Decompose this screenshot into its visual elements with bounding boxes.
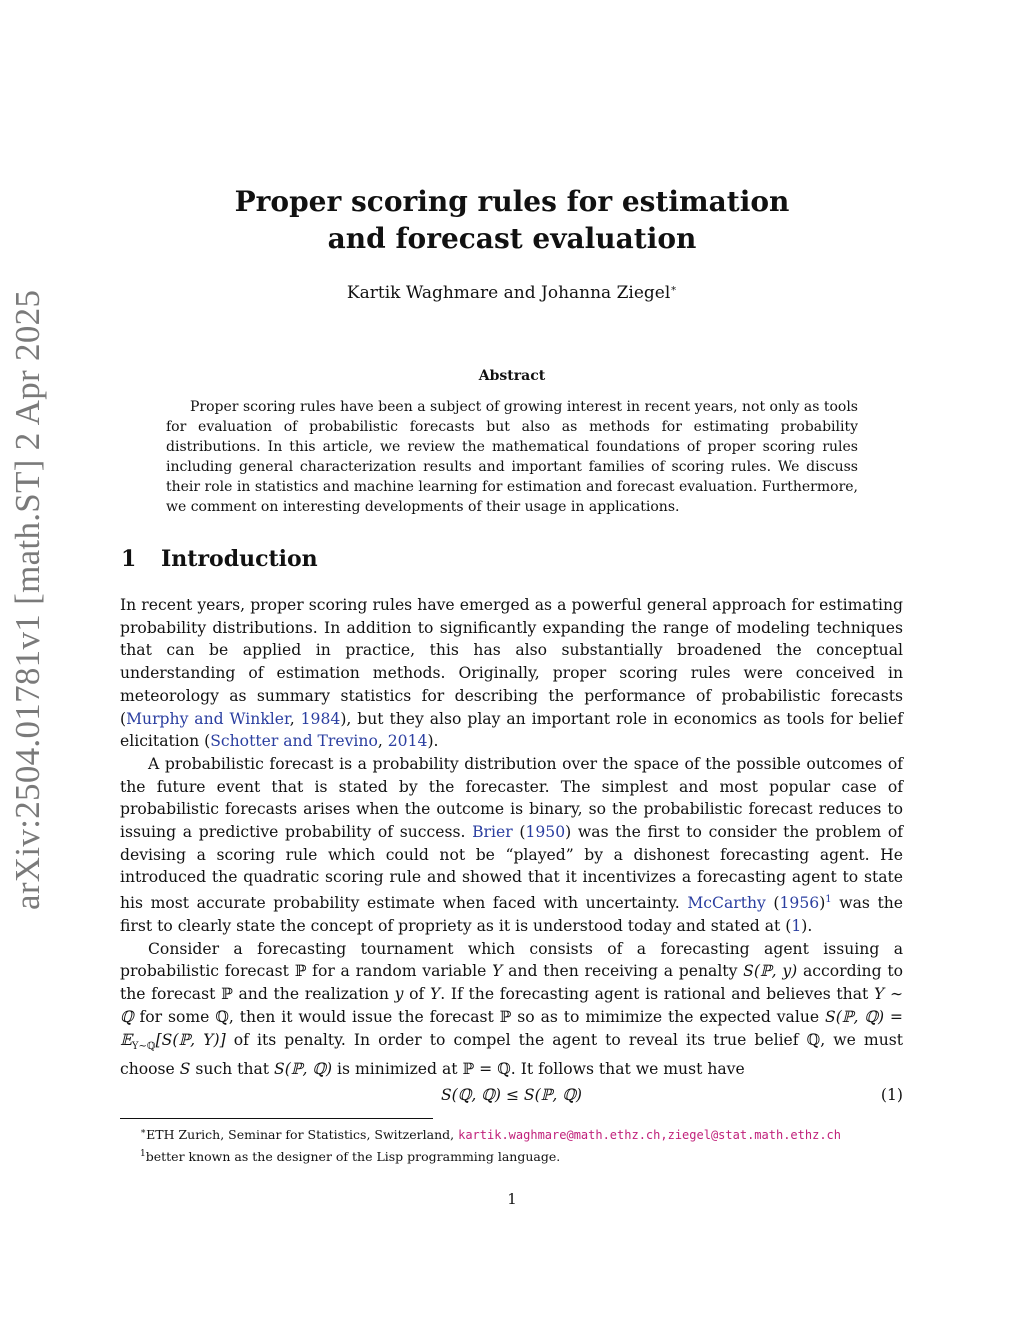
section-heading (121, 546, 318, 572)
p3-math: ℙ (221, 985, 233, 1004)
footnote-rule (120, 1118, 433, 1119)
p3-math: Y (429, 985, 441, 1004)
p1-text-b: ), but they also play an important role in economics as tools for belief elicitation ( (120, 709, 903, 751)
p3-text: according to the forecast (120, 962, 903, 1004)
equation-label: (1) (880, 1086, 903, 1104)
p3-text: of its penalty. In order to compel the agent to reveal its true belief (225, 1030, 807, 1049)
p1-text-a: In recent years, proper scoring rules have emerged as a powerful general approach for estimating probability distributions. In addition to significantly expanding the range of modeling techniques that can be applied in practice, this has also substantially broadened the conceptual understanding of estimation methods. Originally, proper scoring rules were conceived in meteorology as summary statistics for describing the performance of probabilistic forecasts ( (120, 596, 903, 728)
p2-close1: ) (565, 823, 572, 842)
citation-brier[interactable]: Brier (472, 823, 513, 842)
p3-text: and then receiving a penalty (502, 962, 744, 981)
page-number: 1 (507, 1190, 517, 1208)
p1-sep2: , (377, 732, 388, 751)
citation-mccarthy[interactable]: McCarthy (687, 894, 766, 913)
citation-schotter-trevino[interactable]: Schotter and Trevino (210, 732, 378, 751)
p3-text: for some (133, 1007, 216, 1026)
authors (0, 283, 1024, 303)
title-line-1: Proper scoring rules for estimation (234, 185, 790, 218)
p2-text-c: was the first to clearly state the concept of propriety as it is understood today and stated at ( (120, 894, 903, 936)
p2-open2: ( (765, 894, 780, 913)
paragraph-1 (120, 594, 903, 753)
p3-math: y (394, 985, 404, 1004)
author-footnote-mark: ∗ (670, 283, 678, 295)
arxiv-side-stamp: arXiv:2504.01781v1 [math.ST] 2 Apr 2025 (8, 289, 47, 910)
footnote-text: better known as the designer of the Lisp programming language. (145, 1149, 561, 1165)
citation-year-1950[interactable]: 1950 (525, 823, 566, 842)
p3-text: and the realization (232, 985, 395, 1004)
p3-math: S(ℙ, ℚ) = 𝔼 (120, 1007, 903, 1049)
author-names: Kartik Waghmare and Johanna Ziegel (346, 283, 671, 303)
footnote-text: ETH Zurich, Seminar for Statistics, Switzerland, (146, 1127, 459, 1143)
footnote-mark: ∗ (140, 1127, 147, 1137)
citation-year-2014[interactable]: 2014 (387, 732, 428, 751)
p3-math: Y ∼ ℚ (120, 985, 904, 1026)
equation-expression: S(ℚ, ℚ) ≤ S(ℙ, ℚ) (441, 1086, 582, 1104)
paragraph-2 (120, 753, 903, 938)
p3-text: . If the forecasting agent is rational and believes that (440, 985, 874, 1004)
p2-text-d: ). (801, 917, 813, 936)
citation-murphy-winkler[interactable] (126, 710, 290, 728)
p3-text: Consider a forecasting tournament which consists of a forecasting agent issuing a probabilistic forecast (120, 939, 903, 981)
p3-math-sub: Y∼ℚ (131, 1040, 156, 1052)
p1-sep1: , (289, 709, 301, 728)
title-line-2: and forecast evaluation (327, 222, 697, 255)
p3-text: for a random variable (306, 962, 493, 981)
p2-close2: ) (819, 894, 826, 913)
p3-text: , then it would issue the forecast (228, 1007, 500, 1026)
p3-math: ℙ (294, 962, 307, 981)
p1-text-c: ). (427, 732, 439, 751)
p3-text: such that (190, 1060, 275, 1079)
paper-title (0, 183, 1024, 257)
paragraph-3 (120, 938, 903, 1081)
p3-math: S(ℙ, y) (743, 962, 798, 981)
p2-text-b: was the first to consider the problem of devising a scoring rule which could not be “played” by a dishonest forecasting agent. He introduced the quadratic scoring rule and showed that it incentivizes a forecasting agent to state his most accurate probability estimate when faced with uncertainty. (120, 823, 904, 913)
section-title: Introduction (161, 546, 318, 572)
citation-year-1956[interactable]: 1956 (779, 894, 820, 913)
email-link[interactable]: kartik.waghmare@math.ethz.ch,ziegel@stat.math.ethz.ch (458, 1128, 841, 1143)
p3-math: ℙ (499, 1007, 512, 1026)
p3-math: ℙ = ℚ (462, 1060, 511, 1079)
p3-text: so as to mimimize the expected value (511, 1007, 826, 1026)
footnote-ref-1[interactable]: 1 (825, 894, 832, 906)
footnotes (140, 1123, 920, 1166)
body-text (120, 594, 903, 1081)
citation-author[interactable]: Murphy and Winkler (126, 709, 290, 728)
p3-text: of (403, 985, 430, 1004)
citation-year-1984[interactable]: 1984 (300, 709, 341, 728)
p2-open1: ( (512, 823, 526, 842)
p3-math: ℚ (215, 1007, 229, 1026)
footnote-affiliation (140, 1123, 920, 1145)
p3-math: Y (492, 962, 503, 981)
abstract-text: Proper scoring rules have been a subject of growing interest in recent years, not only as tools for evaluation of probabilistic forecasts but also as methods for estimating probability distributions. In this article, we review the mathematical foundations of proper scoring rules including general characterization results and important families of scoring rules. We discuss their role in statistics and machine learning for estimation and forecast evaluation. Furthermore, we comment on interesting developments of their usage in applications. (166, 399, 858, 515)
p3-text: . It follows that we must have (510, 1060, 745, 1079)
p3-math: ℚ (806, 1030, 821, 1049)
p3-math: S(ℙ, ℚ) (274, 1060, 333, 1079)
section-number: 1 (121, 546, 137, 572)
abstract-heading: Abstract (478, 368, 546, 384)
p2-text-a: A probabilistic forecast is a probability distribution over the space of the possible outcomes of the future event that is stated by the forecaster. The simplest and most popular case of probabilistic forecasts arises when the outcome is binary, so the probabilistic forecast reduces to issuing a predictive probability of success. (120, 754, 903, 842)
p3-text: is minimized at (332, 1060, 463, 1079)
p3-text: , we must choose (120, 1030, 904, 1079)
equation-ref-1[interactable]: 1 (791, 917, 802, 936)
footnote-lisp (140, 1145, 920, 1166)
p3-math: S (179, 1060, 191, 1079)
p3-math: [S(ℙ, Y)] (155, 1030, 226, 1049)
footnote-mark: 1 (140, 1149, 146, 1160)
